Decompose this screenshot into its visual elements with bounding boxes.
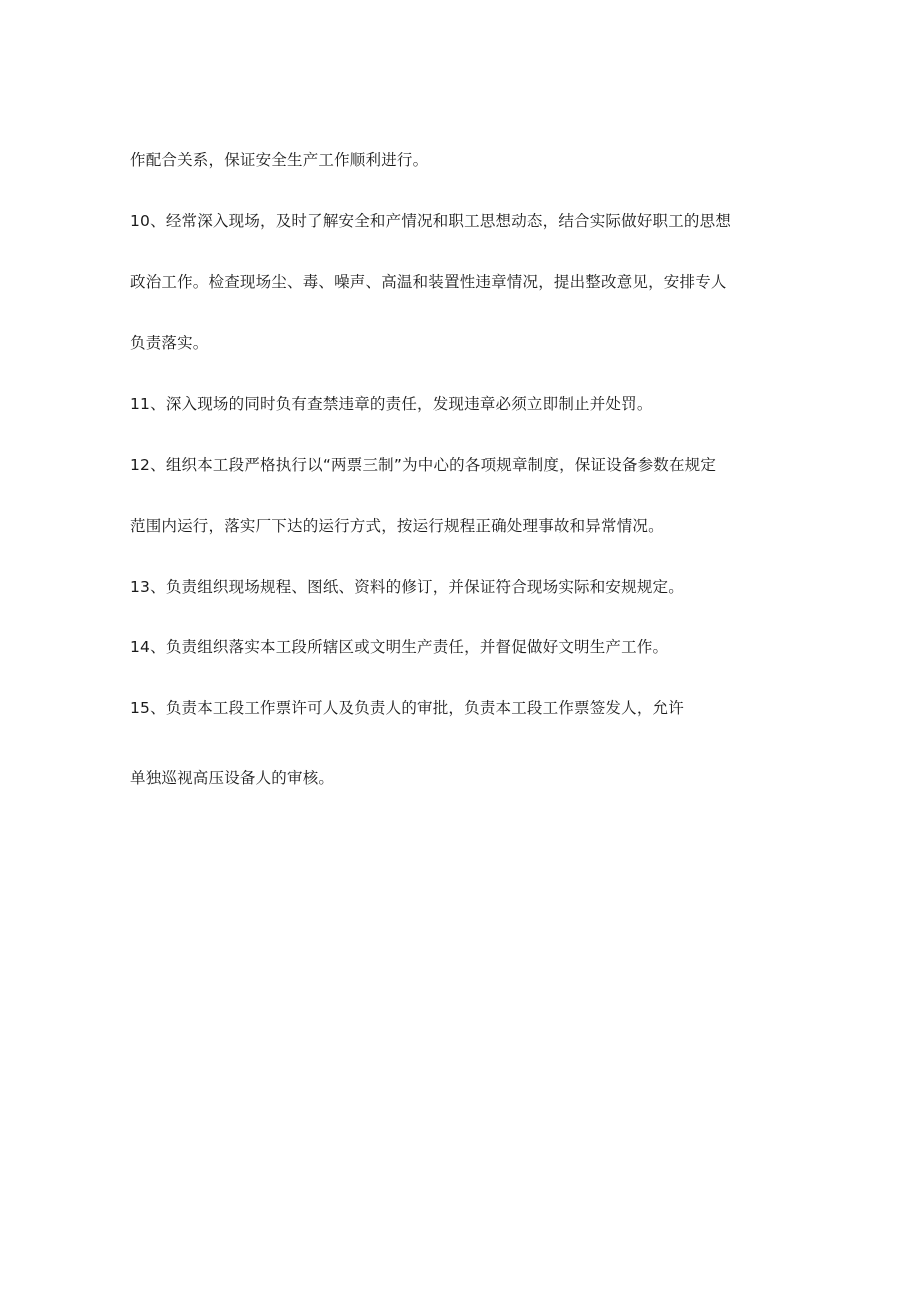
text-line-7: 范围内运行，落实厂下达的运行方式，按运行规程正确处理事故和异常情况。 (130, 517, 664, 535)
text-line-1: 作配合关系，保证安全生产工作顺利进行。 (130, 151, 429, 169)
text-line-5: 11、深入现场的同时负有查禁违章的责任，发现违章必须立即制止并处罚。 (130, 395, 653, 413)
text-line-2: 10、经常深入现场，及时了解安全和产情况和职工思想动态，结合实际做好职工的思想 (130, 212, 732, 230)
text-line-10: 15、负责本工段工作票许可人及负责人的审批，负责本工段工作票签发人，允许 (130, 699, 684, 717)
text-line-6: 12、组织本工段严格执行以“两票三制”为中心的各项规章制度，保证设备参数在规定 (130, 456, 717, 474)
text-line-9: 14、负责组织落实本工段所辖区或文明生产责任，并督促做好文明生产工作。 (130, 638, 669, 656)
text-line-3: 政治工作。检查现场尘、毒、噪声、高温和装置性违章情况，提出整改意见，安排专人 (130, 273, 727, 291)
text-line-4: 负责落实。 (130, 334, 209, 352)
text-line-8: 13、负责组织现场规程、图纸、资料的修订，并保证符合现场实际和安规规定。 (130, 578, 684, 596)
text-line-11: 单独巡视高压设备人的审核。 (130, 769, 335, 787)
